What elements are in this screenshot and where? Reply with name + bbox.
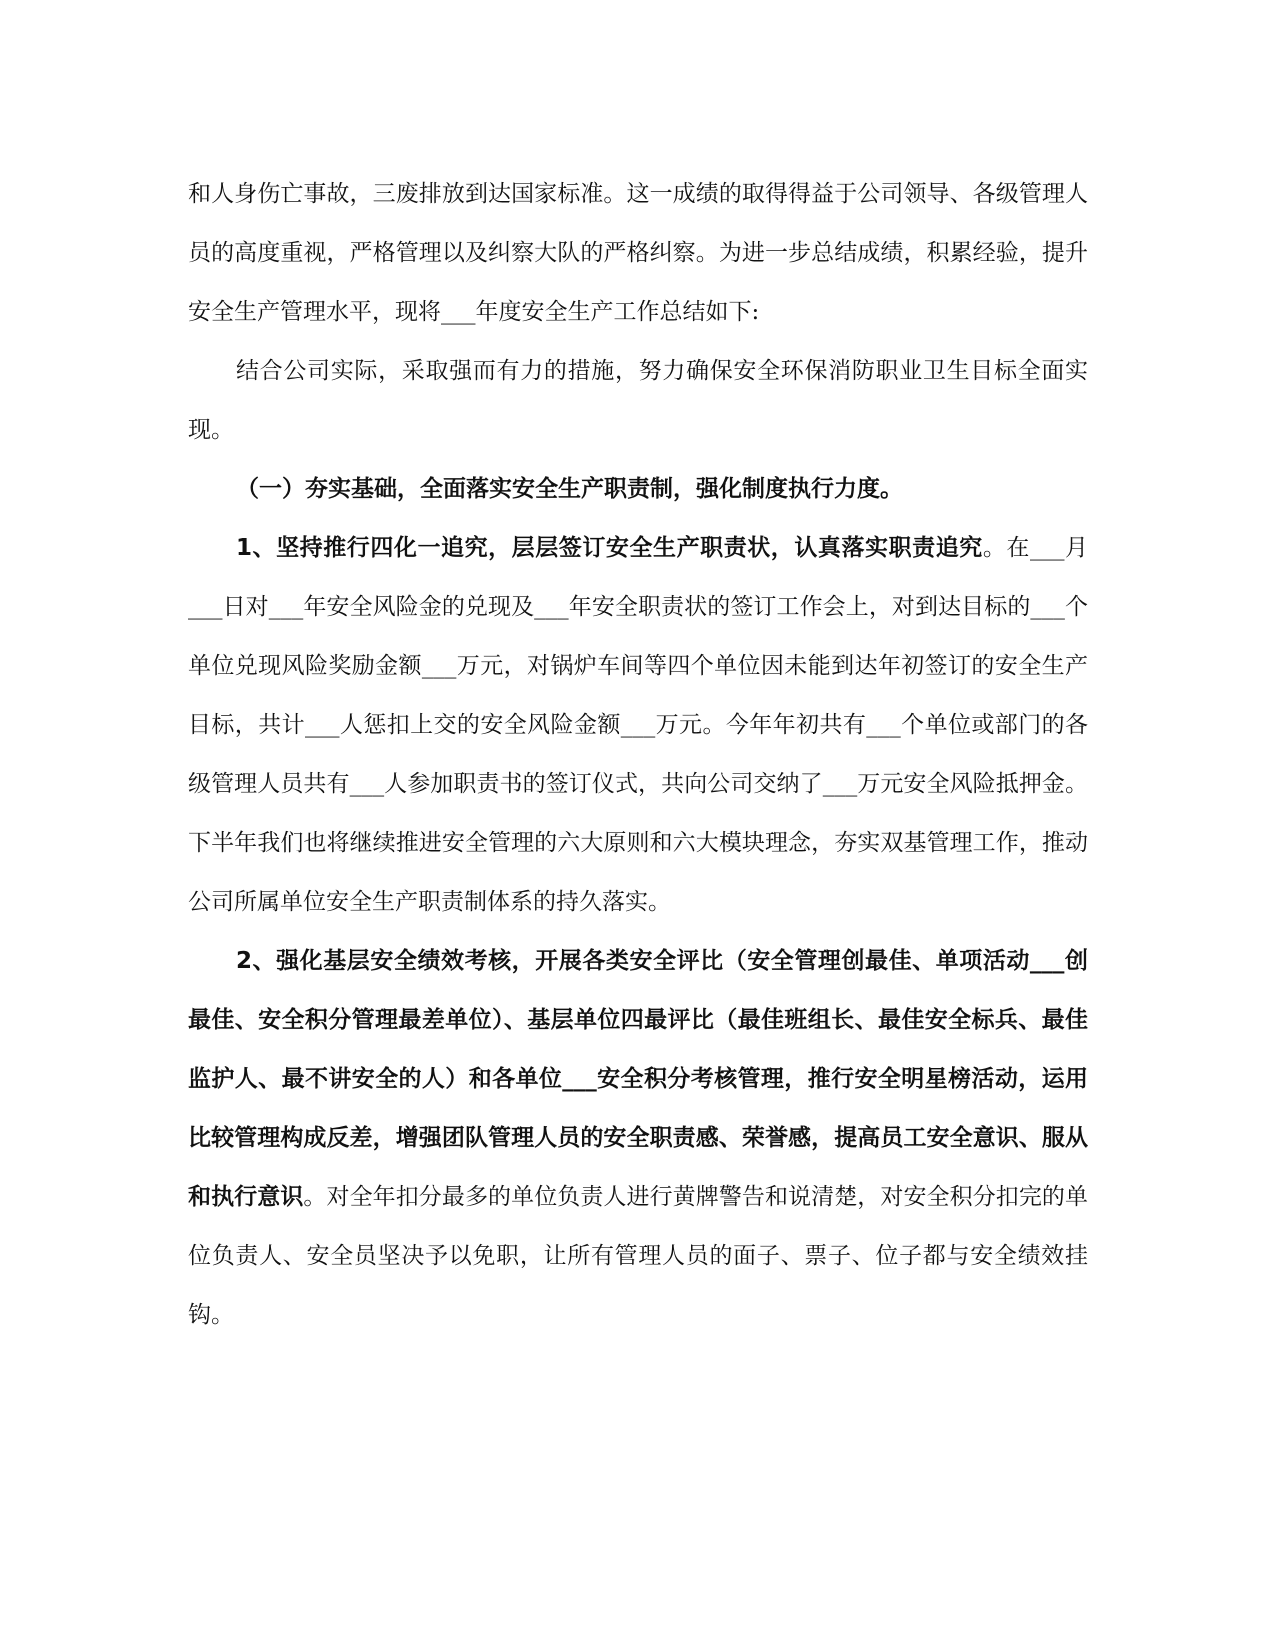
item-1-heading: 1、坚持推行四化一追究，层层签订安全生产职责状，认真落实职责追究 bbox=[236, 535, 983, 561]
paragraph-item-2 bbox=[188, 932, 1088, 1345]
paragraph-intro: 和人身伤亡事故，三废排放到达国家标准。这一成绩的取得得益于公司领导、各级管理人员的高度重视，严格管理以及纠察大队的严格纠察。为进一步总结成绩，积累经验，提升安全生产管理水平，现将___年度安全生产工作总结如下: bbox=[188, 181, 1088, 325]
item-1-body: 。在___月___日对___年安全风险金的兑现及___年安全职责状的签订工作会上，对到达目标的___个单位兑现风险奖励金额___万元，对锅炉车间等四个单位因未能到达年初签订的安全生产目标，共计___人惩扣上交的安全风险金额___万元。今年年初共有___个单位或部门的各级管理人员共有___人参加职责书的签订仪式，共向公司交纳了___万元安全风险抵押金。下半年我们也将继续推进安全管理的六大原则和六大模块理念，夯实双基管理工作，推动公司所属单位安全生产职责制体系的持久落实。 bbox=[188, 535, 1088, 915]
document-body bbox=[188, 165, 1088, 1345]
paragraph-item-1 bbox=[188, 519, 1088, 932]
item-2-body: 。对全年扣分最多的单位负责人进行黄牌警告和说清楚，对安全积分扣完的单位负责人、安全员坚决予以免职，让所有管理人员的面子、票子、位子都与安全绩效挂钩。 bbox=[188, 1184, 1089, 1328]
item-2-heading: 2、强化基层安全绩效考核，开展各类安全评比（安全管理创最佳、单项活动___创最佳、安全积分管理最差单位）、基层单位四最评比（最佳班组长、最佳安全标兵、最佳监护人、最不讲安全的人）和各单位___安全积分考核管理，推行安全明星榜活动，运用比较管理构成反差，增强团队管理人员的安全职责感、荣誉感，提高员工安全意识、服从和执行意识 bbox=[188, 948, 1088, 1210]
paragraph-measures: 结合公司实际，采取强而有力的措施，努力确保安全环保消防职业卫生目标全面实现。 bbox=[188, 358, 1088, 443]
section-heading: （一）夯实基础，全面落实安全生产职责制，强化制度执行力度。 bbox=[236, 476, 903, 502]
